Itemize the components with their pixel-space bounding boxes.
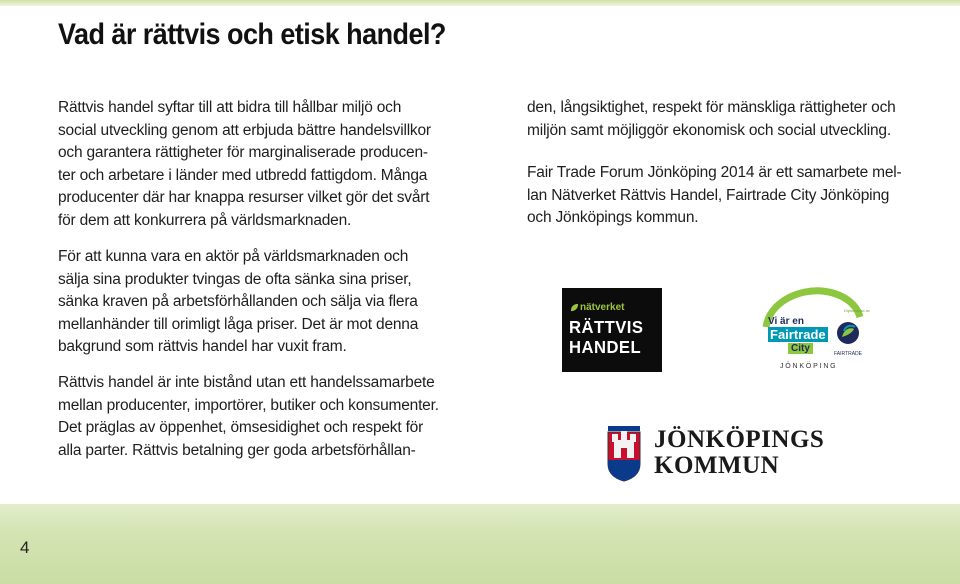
fairtrade-mark-label: FAIRTRADE — [834, 351, 862, 357]
continued-paragraph: den, långsiktighet, respekt för mänskliga rättigheter och miljön samt möjliggör ekonomisk och social utveckling. — [527, 99, 896, 139]
bottom-accent-bar — [0, 504, 960, 584]
kommun-name: JÖNKÖPINGS KOMMUN — [654, 426, 825, 479]
logo-main-label: RÄTTVIS HANDEL — [569, 317, 644, 357]
leaf-icon — [570, 303, 579, 312]
fairtrade-city-name: JÖNKÖPING — [780, 363, 838, 370]
coat-of-arms-icon — [606, 424, 642, 482]
logo-network-label: nätverket — [580, 302, 625, 313]
jonkoping-kommun-logo — [606, 424, 826, 484]
fairtrade-line2: Fairtrade — [770, 327, 826, 342]
rattvis-handel-logo — [562, 288, 662, 372]
forum-paragraph: Fair Trade Forum Jönköping 2014 är ett samarbete mel- lan Nätverket Rättvis Handel, Fairtrade City Jönköping och Jönköpings kommun. — [527, 164, 902, 226]
page-title: Vad är rättvis och etisk handel? — [58, 18, 446, 51]
top-accent-bar — [0, 0, 960, 6]
page-number: 4 — [20, 538, 30, 557]
fairtrade-line3: City — [788, 343, 813, 354]
fairtrade-line1: Vi är en — [768, 316, 804, 327]
fairtrade-city-logo — [760, 287, 870, 373]
collaboration-paragraph: Rättvis handel är inte bistånd utan ett handelssamarbete mellan producenter, importörer, butiker och konsumenter. Det präglas av öppenhet, ömsesidighet och respekt för alla parter. Rättvis betalning ger goda arbetsförhållan- — [58, 374, 439, 459]
market-paragraph: För att kunna vara en aktör på världsmarknaden och sälja sina produkter tvingas de ofta sänka sina priser, sänka kraven på arbetsförhållanden och sälja via flera mellanhänder till orimligt låga priser. Det är mot denna bakgrund som rättvis handel har vuxit fram. — [58, 248, 419, 355]
intro-paragraph: Rättvis handel syftar till att bidra till hållbar miljö och social utveckling genom att erbjuda bättre handelsvillkor och garantera rättigheter för marginaliserade producen- ter och arbetare i länder med utbredd fattigdom. Många producenter där har knappa resurser vilket gör det svårt för dem att konkurrera på världsmarknaden. — [58, 99, 431, 229]
ribbon-label: Diplomerad av — [844, 308, 870, 313]
